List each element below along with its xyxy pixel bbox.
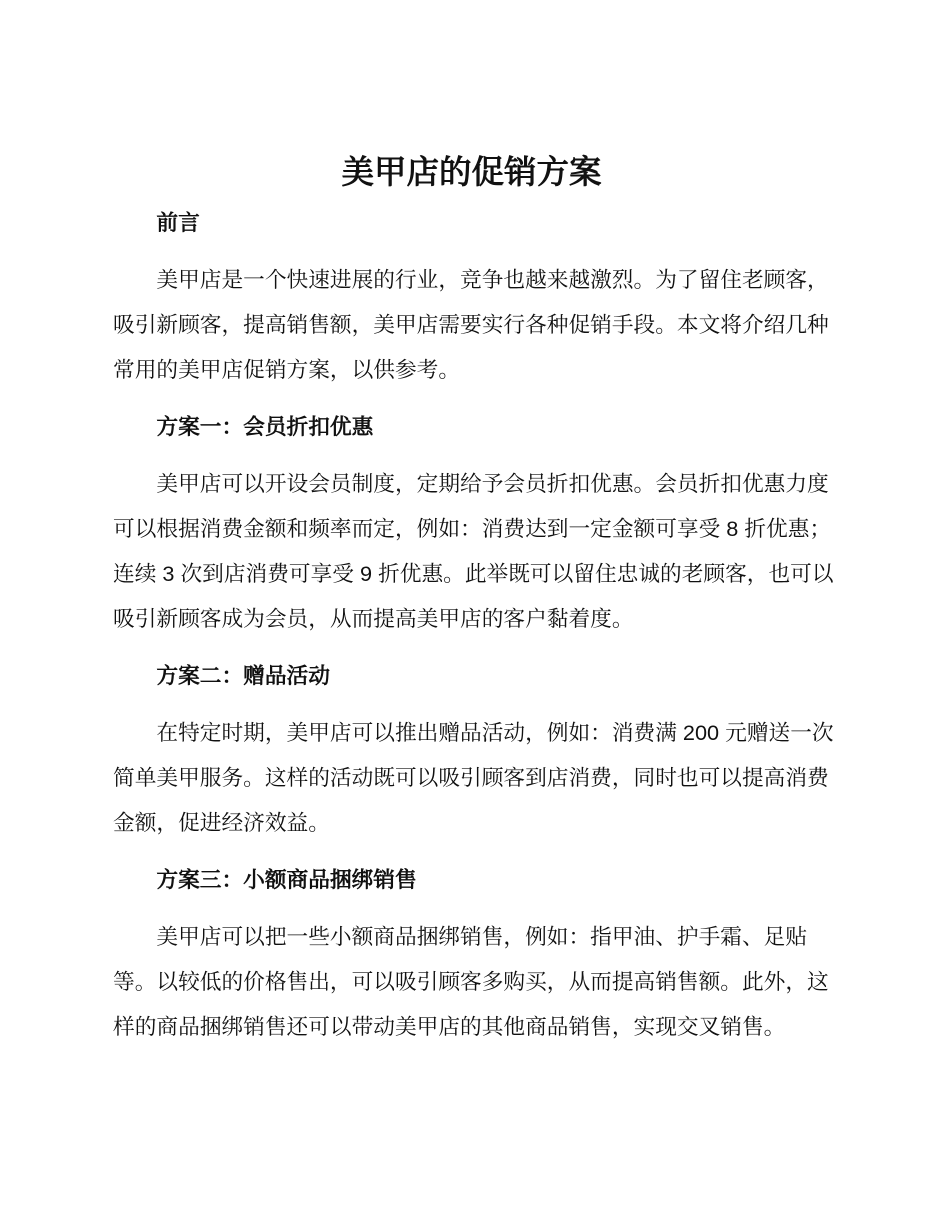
paragraph-line: 金额，促进经济效益。 xyxy=(113,810,330,835)
document-title: 美甲店的促销方案 xyxy=(341,154,602,190)
paragraph-line: 连续 3 次到店消费可享受 9 折优惠。此举既可以留住忠诚的老顾客，也可以 xyxy=(113,561,834,586)
paragraph-line: 样的商品捆绑销售还可以带动美甲店的其他商品销售，实现交叉销售。 xyxy=(113,1014,786,1039)
section-preface xyxy=(113,200,830,392)
paragraph-line: 等。以较低的价格售出，可以吸引顾客多购买，从而提高销售额。此外，这 xyxy=(113,969,829,994)
paragraph-line: 在特定时期，美甲店可以推出赠品活动，例如：消费满 200 元赠送一次 xyxy=(156,720,834,745)
section-heading: 方案二：赠品活动 xyxy=(156,663,330,688)
paragraph-line: 美甲店是一个快速进展的行业，竞争也越来越激烈。为了留住老顾客， xyxy=(156,267,829,292)
section-heading: 方案三：小额商品捆绑销售 xyxy=(156,867,417,892)
section-plan-two xyxy=(113,653,834,845)
paragraph-line: 吸引新顾客，提高销售额，美甲店需要实行各种促销手段。本文将介绍几种 xyxy=(113,312,829,337)
paragraph-line: 美甲店可以开设会员制度，定期给予会员折扣优惠。会员折扣优惠力度 xyxy=(156,471,829,496)
section-heading: 方案一：会员折扣优惠 xyxy=(156,414,374,439)
paragraph-line: 常用的美甲店促销方案，以供参考。 xyxy=(113,357,461,382)
section-plan-three xyxy=(113,857,830,1049)
paragraph-line: 可以根据消费金额和频率而定，例如：消费达到一定金额可享受 8 折优惠； xyxy=(113,516,832,541)
paragraph xyxy=(113,914,830,1049)
paragraph-line: 简单美甲服务。这样的活动既可以吸引顾客到店消费，同时也可以提高消费 xyxy=(113,765,829,790)
section-heading: 前言 xyxy=(156,210,200,235)
paragraph xyxy=(113,710,834,845)
paragraph-line: 美甲店可以把一些小额商品捆绑销售，例如：指甲油、护手霜、足贴 xyxy=(156,924,808,949)
paragraph-line: 吸引新顾客成为会员，从而提高美甲店的客户黏着度。 xyxy=(113,606,634,631)
paragraph xyxy=(113,257,830,392)
section-plan-one xyxy=(113,404,834,641)
document-page xyxy=(113,150,834,1049)
paragraph xyxy=(113,461,834,641)
